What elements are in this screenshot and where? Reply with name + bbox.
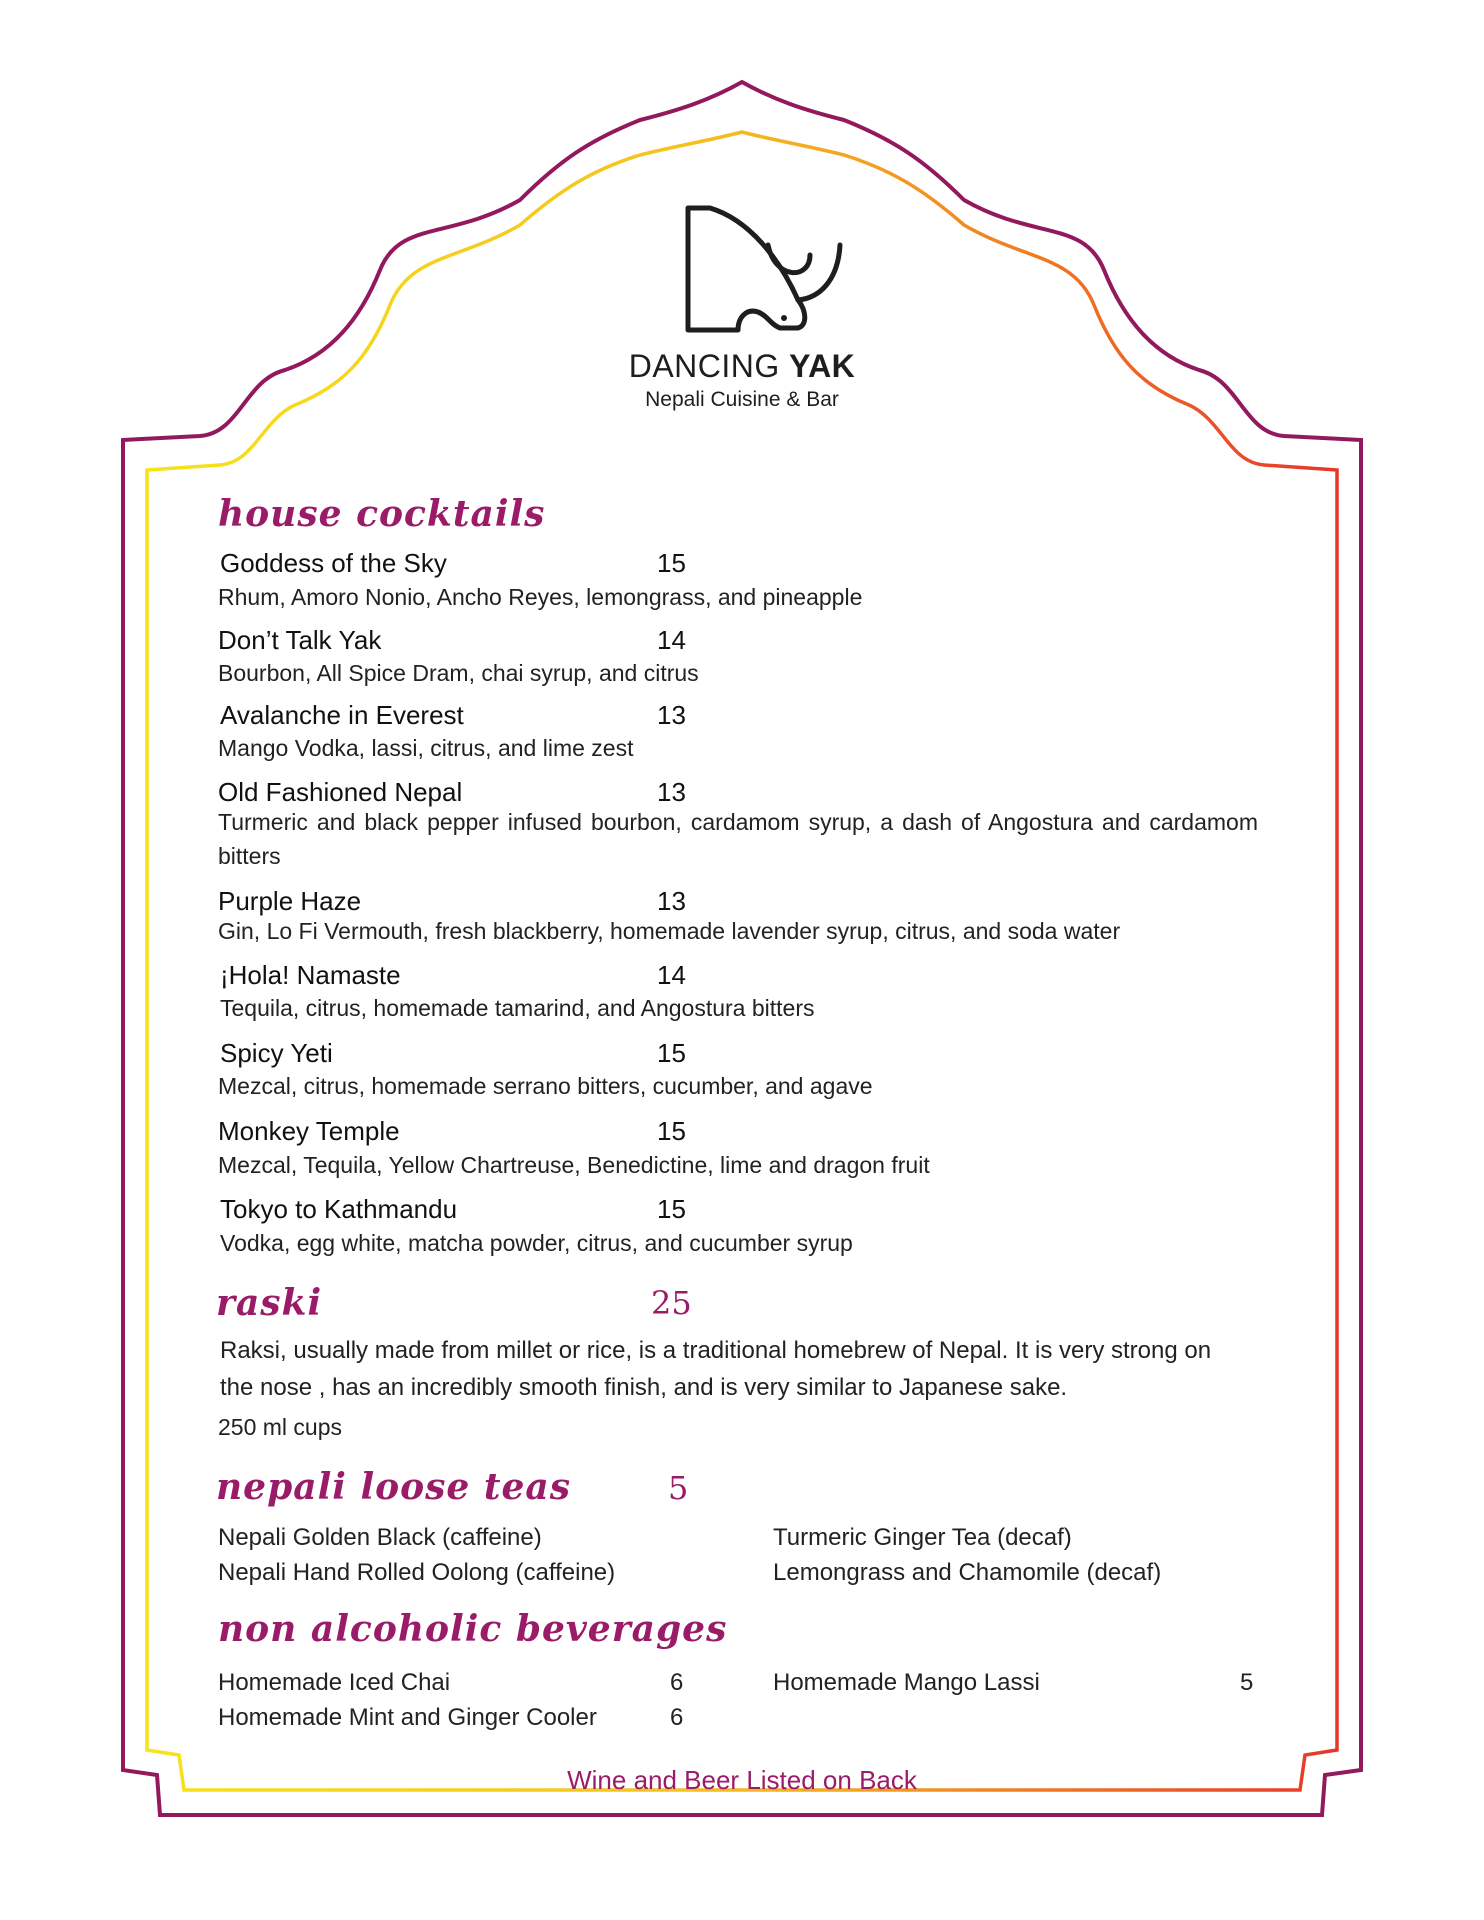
raski-description-line1: Raksi, usually made from millet or rice, is a traditional homebrew of Nepal. It is very strong on xyxy=(220,1337,1212,1364)
menu-item-price: 13 xyxy=(657,777,686,807)
footer-note: Wine and Beer Listed on Back xyxy=(567,1765,917,1795)
tea-item: Nepali Hand Rolled Oolong (caffeine) xyxy=(218,1559,616,1586)
menu-item-name: Goddess of the Sky xyxy=(220,548,447,578)
menu-item-price: 14 xyxy=(657,960,686,990)
menu-item-description: Gin, Lo Fi Vermouth, fresh blackberry, homemade lavender syrup, citrus, and soda water xyxy=(218,918,1121,944)
menu-item-price: 15 xyxy=(657,1038,686,1068)
menu-item-name: Tokyo to Kathmandu xyxy=(220,1194,458,1224)
menu-item-name: Don’t Talk Yak xyxy=(218,625,382,655)
menu-item-price: 13 xyxy=(657,700,686,730)
raski-description-line2: the nose , has an incredibly smooth finish, and is very similar to Japanese sake. xyxy=(220,1374,1068,1401)
tea-item: Turmeric Ginger Tea (decaf) xyxy=(773,1524,1072,1551)
menu-item-price: 13 xyxy=(657,886,686,916)
raski-title: raski xyxy=(216,1282,323,1324)
menu-item-name: Monkey Temple xyxy=(218,1116,400,1146)
tea-item: Nepali Golden Black (caffeine) xyxy=(218,1524,542,1551)
menu-item-description: Vodka, egg white, matcha powder, citrus, and cucumber syrup xyxy=(220,1230,853,1256)
beverage-item-price: 6 xyxy=(670,1669,684,1696)
menu-item-price: 15 xyxy=(657,1116,686,1146)
menu-item-price: 15 xyxy=(657,1194,686,1224)
teas-price: 5 xyxy=(668,1469,689,1507)
non-alcoholic-title: non alcoholic beverages xyxy=(218,1608,728,1650)
menu-item-description: Rhum, Amoro Nonio, Ancho Reyes, lemongrass, and pineapple xyxy=(218,584,863,610)
beverage-item-price: 6 xyxy=(670,1704,684,1731)
menu-item-name: ¡Hola! Namaste xyxy=(220,960,401,990)
menu-item-name: Spicy Yeti xyxy=(220,1038,333,1068)
menu-item-name: Purple Haze xyxy=(218,886,362,916)
beverage-item-name: Homemade Mint and Ginger Cooler xyxy=(218,1704,597,1731)
raski-serving-note: 250 ml cups xyxy=(218,1414,343,1440)
house-cocktails-title: house cocktails xyxy=(218,493,546,535)
beverage-item-name: Homemade Iced Chai xyxy=(218,1669,451,1696)
raski-price: 25 xyxy=(651,1284,692,1322)
menu-item-description: Mezcal, citrus, homemade serrano bitters, cucumber, and agave xyxy=(218,1073,873,1099)
beverage-item-name: Homemade Mango Lassi xyxy=(773,1669,1040,1696)
menu-item-price: 14 xyxy=(657,625,686,655)
tea-item: Lemongrass and Chamomile (decaf) xyxy=(773,1559,1162,1586)
teas-title: nepali loose teas xyxy=(216,1466,571,1508)
menu-item-description: Mango Vodka, lassi, citrus, and lime zest xyxy=(218,735,634,761)
menu-item-description: Turmeric and black pepper infused bourbon, cardamom syrup, a dash of Angostura and cardamom bitters xyxy=(218,809,1258,869)
yak-logo xyxy=(680,200,850,340)
menu-item-name: Avalanche in Everest xyxy=(220,700,464,730)
brand-subtitle: Nepali Cuisine & Bar xyxy=(645,388,839,411)
brand-name: DANCING YAK xyxy=(628,348,856,384)
menu-item-name: Old Fashioned Nepal xyxy=(218,777,463,807)
menu-item-description: Mezcal, Tequila, Yellow Chartreuse, Benedictine, lime and dragon fruit xyxy=(218,1152,930,1178)
menu-item-description: Tequila, citrus, homemade tamarind, and Angostura bitters xyxy=(220,995,815,1021)
menu-item-price: 15 xyxy=(657,548,686,578)
menu-item-description: Bourbon, All Spice Dram, chai syrup, and citrus xyxy=(218,660,699,686)
beverage-item-price: 5 xyxy=(1240,1669,1254,1696)
